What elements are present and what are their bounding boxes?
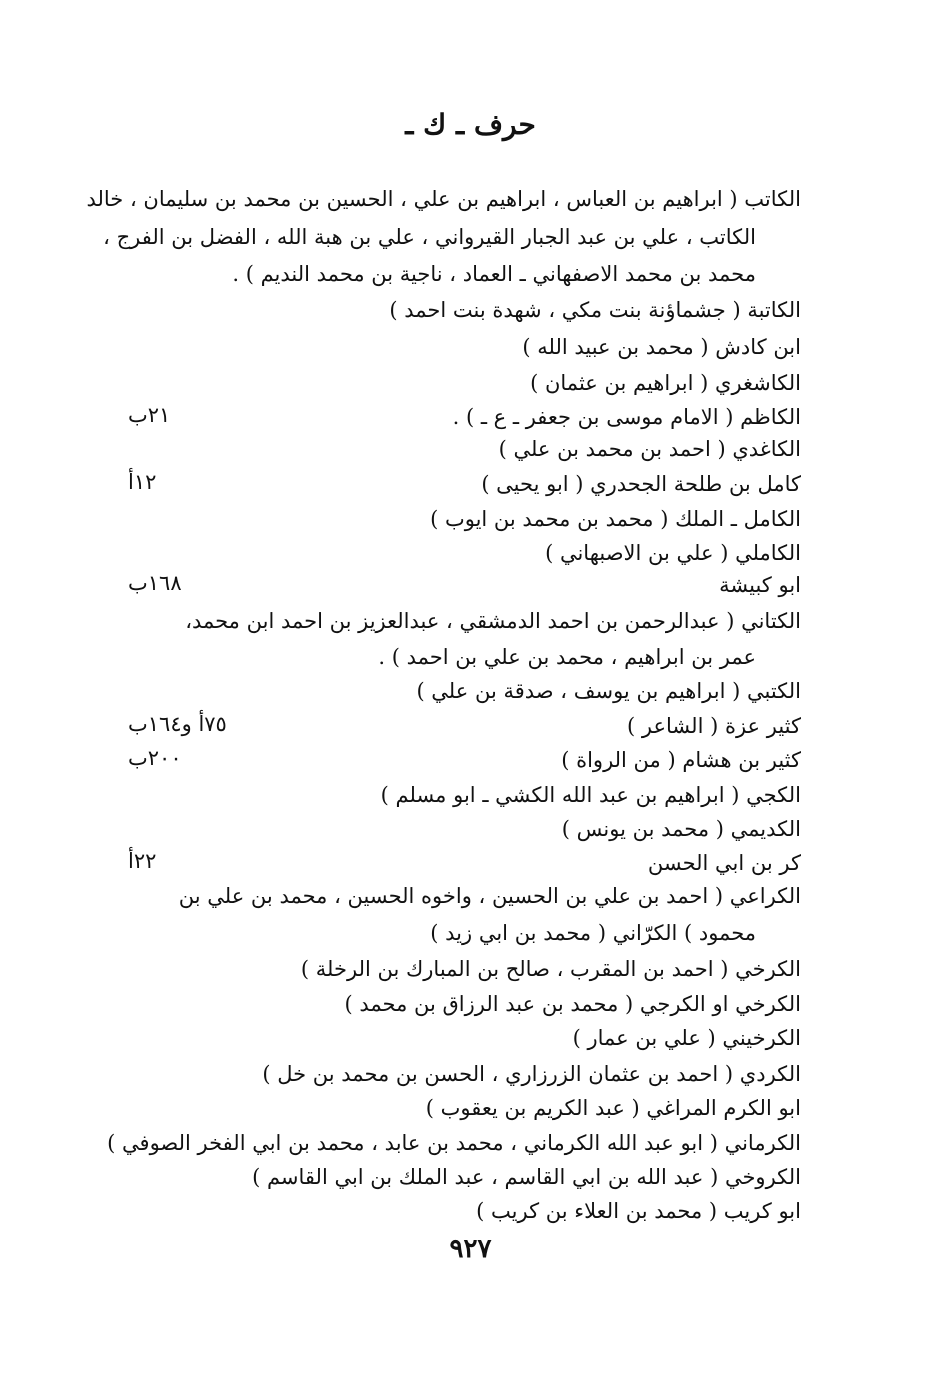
entry-line: الكراعي ( احمد بن علي بن الحسين ، واخوه الحسين ، محمد بن علي بن: [178, 884, 801, 908]
entry-line: الكردي ( احمد بن عثمان الزرزاري ، الحسن بن محمد بن خل ): [262, 1062, 801, 1086]
entry-continuation-line: عمر بن ابراهيم ، محمد بن علي بن احمد ) .: [378, 645, 756, 669]
entry-line: كر بن ابي الحسن: [647, 851, 801, 875]
folio-reference: ١٦٨ب: [128, 571, 182, 595]
entry-continuation-line: محمود ) الكرّاني ( محمد بن ابي زيد ): [430, 921, 756, 945]
section-heading: حرف ـ ك ـ: [405, 108, 536, 141]
folio-reference: ٧٥أ و١٦٤ب: [128, 712, 227, 736]
entry-line: الكاتب ( ابراهيم بن العباس ، ابراهيم بن علي ، الحسين بن محمد بن سليمان ، خالد: [86, 187, 801, 211]
entry-line: ابو الكرم المراغي ( عبد الكريم بن يعقوب ): [425, 1096, 801, 1120]
entry-line: ابو كريب ( محمد بن العلاء بن كريب ): [476, 1199, 801, 1223]
entry-line: الكاملي ( علي بن الاصبهاني ): [545, 541, 801, 565]
entry-line: الكرماني ( ابو عبد الله الكرماني ، محمد بن عابد ، محمد بن ابي الفخر الصوفي ): [107, 1131, 801, 1155]
entry-line: ابو كبيشة: [719, 573, 801, 597]
folio-reference: ١٢أ: [128, 470, 157, 494]
folio-reference: ٢٠٠ب: [128, 746, 182, 770]
entry-line: الكجي ( ابراهيم بن عبد الله الكشي ـ ابو مسلم ): [380, 783, 801, 807]
entry-line: الكاتبة ( جشماؤنة بنت مكي ، شهدة بنت احمد ): [389, 298, 801, 322]
folio-reference: ٢٢أ: [128, 849, 157, 873]
entry-line: الكاشغري ( ابراهيم بن عثمان ): [530, 371, 801, 395]
entry-line: الكتبي ( ابراهيم بن يوسف ، صدقة بن علي ): [416, 679, 801, 703]
entry-line: الكتاني ( عبدالرحمن بن احمد الدمشقي ، عبدالعزيز بن احمد ابن محمد،: [185, 609, 801, 633]
entry-line: الكاظم ( الامام موسى بن جعفر ـ ع ـ ) .: [452, 405, 801, 429]
page-number: ٩٢٧: [449, 1234, 492, 1264]
entry-line: ابن كادش ( محمد بن عبيد الله ): [522, 335, 801, 359]
entry-line: الكروخي ( عبد الله بن ابي القاسم ، عبد الملك بن ابي القاسم ): [252, 1165, 801, 1189]
entry-line: الكامل ـ الملك ( محمد بن محمد بن ايوب ): [430, 507, 801, 531]
entry-line: كثير عزة ( الشاعر ): [627, 714, 801, 738]
entry-line: كامل بن طلحة الجحدري ( ابو يحيى ): [481, 472, 801, 496]
entry-line: الكاغدي ( احمد بن محمد بن علي ): [498, 437, 801, 461]
entry-line: كثير بن هشام ( من الرواة ): [561, 748, 801, 772]
entry-line: الكديمي ( محمد بن يونس ): [561, 817, 801, 841]
folio-reference: ٢١ب: [128, 403, 171, 427]
entry-line: الكرخي او الكرجي ( محمد بن عبد الرزاق بن محمد ): [344, 992, 801, 1016]
entry-line: الكرخيني ( علي بن عمار ): [572, 1026, 801, 1050]
entry-line: الكرخي ( احمد بن المقرب ، صالح بن المبارك بن الرخلة ): [300, 957, 801, 981]
entry-continuation-line: الكاتب ، علي بن عبد الجبار القيرواني ، علي بن هبة الله ، الفضل بن الفرج ،: [103, 225, 756, 249]
entry-continuation-line: محمد بن محمد الاصفهاني ـ العماد ، ناجية بن محمد النديم ) .: [232, 262, 756, 286]
